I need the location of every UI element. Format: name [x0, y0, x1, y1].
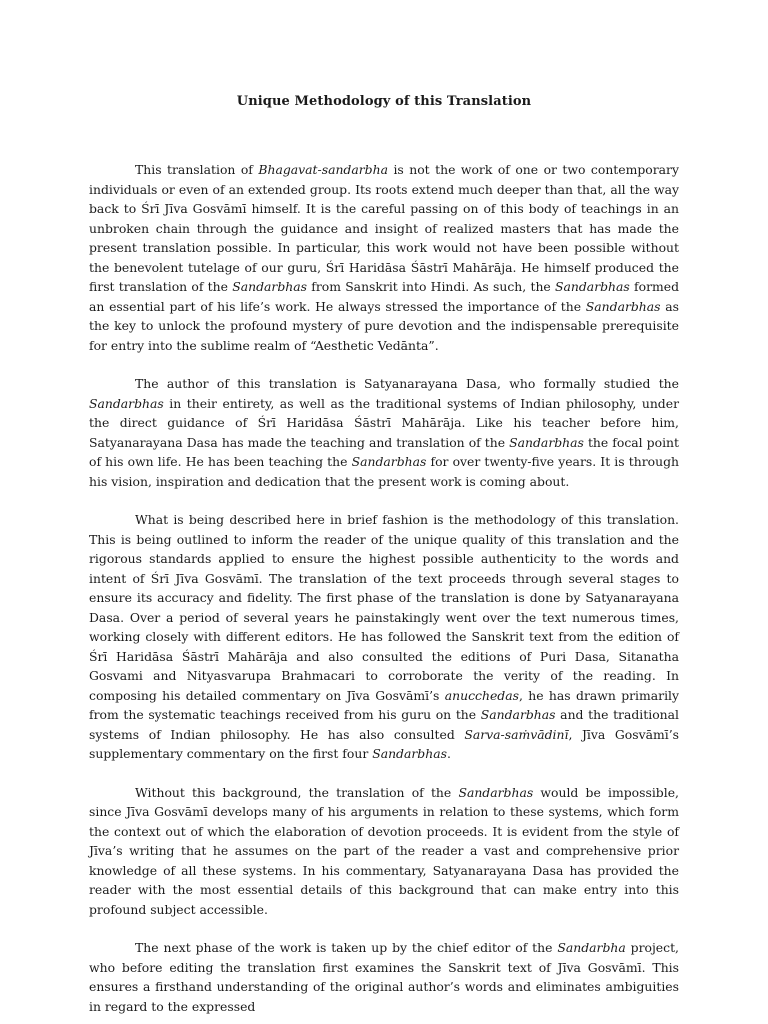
- text-run: The next phase of the work is taken up by the chief editor of the: [135, 940, 558, 955]
- italic-term: Sandarbhas: [89, 395, 164, 411]
- text-run: the focal point of his own life. He has been teaching the: [89, 434, 679, 469]
- italic-term: anucchedas: [444, 687, 519, 703]
- document-body: [89, 160, 679, 1016]
- italic-term: Sandarbha: [557, 940, 626, 955]
- text-run: is not the work of one or two contemporary individuals or even of an extended group. Its roots extend much deeper than that, all the way back to Śrī Jīva Gosvāmī himself. It is the careful passing on of this body of teachings in an unbroken chain through the guidance and insight of realized masters that has made the present translation possible. In particular, this work would not have been possible without the benevolent tutelage of our guru, Śrī Haridāsa Śāstrī Mahārāja. He himself produced the first translation of the: [89, 162, 679, 294]
- text-run: project, who before editing the translation first examines the Sanskrit text of Jīva Gosvāmī. This ensures a firsthand understanding of the original author’s words and eliminates ambiguities in regard to the expressed: [89, 940, 679, 1014]
- text-run: , Jīva Gosvāmī’s supplementary commentary on the first four: [89, 726, 679, 761]
- italic-term: Sandarbhas: [509, 434, 584, 450]
- text-run: would be impossible, since Jīva Gosvāmī develops many of his arguments in relation to these systems, which form the context out of which the elaboration of devotion proceeds. It is evident from the style of Jīva’s writing that he assumes on the part of the reader a vast and comprehensive prior knowledge of all these systems. In his commentary, Satyanarayana Dasa has provided the reader with the most essential details of this background that can make entry into this profound subject accessible.: [89, 784, 679, 917]
- text-run: The author of this translation is Satyanarayana Dasa, who formally studied the: [135, 376, 679, 391]
- text-run: and the traditional systems of Indian philosophy. He has also consulted: [89, 707, 679, 742]
- paragraph-4: [89, 783, 679, 920]
- text-run: from Sanskrit into Hindi. As such, the: [306, 279, 556, 294]
- paragraph-2: [89, 374, 679, 491]
- paragraph-5: [89, 938, 679, 1016]
- italic-term: Sandarbhas: [232, 279, 307, 294]
- italic-term: Bhagavat-sandarbha: [258, 162, 388, 177]
- italic-term: Sandarbhas: [555, 279, 630, 294]
- italic-term: Sandarbhas: [458, 784, 534, 800]
- text-run: for over twenty-five years. It is through his vision, inspiration and dedication that the present work is coming about.: [89, 454, 679, 489]
- italic-term: Sandarbhas: [585, 298, 661, 314]
- italic-term: Sandarbhas: [351, 454, 427, 469]
- paragraph-3: [89, 510, 679, 764]
- text-run: , he has drawn primarily from the systematic teachings received from his guru on the: [89, 687, 679, 722]
- text-run: What is being described here in brief fashion is the methodology of this translation. This is being outlined to inform the reader of the unique quality of this translation and the rigorous standards applied to ensure the highest possible authenticity to the words and intent of Śrī Jīva Gosvāmī. The translation of the text proceeds through several stages to ensure its accuracy and fidelity. The first phase of the translation is done by Satyanarayana Dasa. Over a period of several years he painstakingly went over the text numerous times, working closely with different editors. He has followed the Sanskrit text from the edition of Śrī Haridāsa Śāstrī Mahārāja and also consulted the editions of Puri Dasa, Sitanatha Gosvami and Nityasvarupa Brahmacari to corroborate the verity of the reading. In composing his detailed commentary on Jīva Gosvāmī’s: [89, 512, 679, 703]
- page-title: Unique Methodology of this Translation: [236, 94, 532, 109]
- text-run: Without this background, the translation of the: [135, 784, 459, 800]
- text-run: in their entirety, as well as the traditional systems of Indian philosophy, under the direct guidance of Śrī Haridāsa Śāstrī Mahārāja. Like his teacher before him, Satyanarayana Dasa has made the teaching and translation of the: [89, 395, 679, 450]
- text-run: This translation of: [135, 162, 259, 177]
- italic-term: Sandarbhas: [372, 746, 447, 761]
- text-run: .: [446, 746, 451, 761]
- italic-term: Sarva-saṁvādinī: [464, 726, 569, 742]
- italic-term: Sandarbhas: [480, 707, 556, 722]
- text-run: as the key to unlock the profound mystery of pure devotion and the indispensable prerequisite for entry into the sublime realm of “Aesthetic Vedānta”.: [89, 298, 680, 353]
- text-run: formed an essential part of his life’s work. He always stressed the importance of the: [89, 279, 680, 314]
- paragraph-1: [89, 160, 679, 355]
